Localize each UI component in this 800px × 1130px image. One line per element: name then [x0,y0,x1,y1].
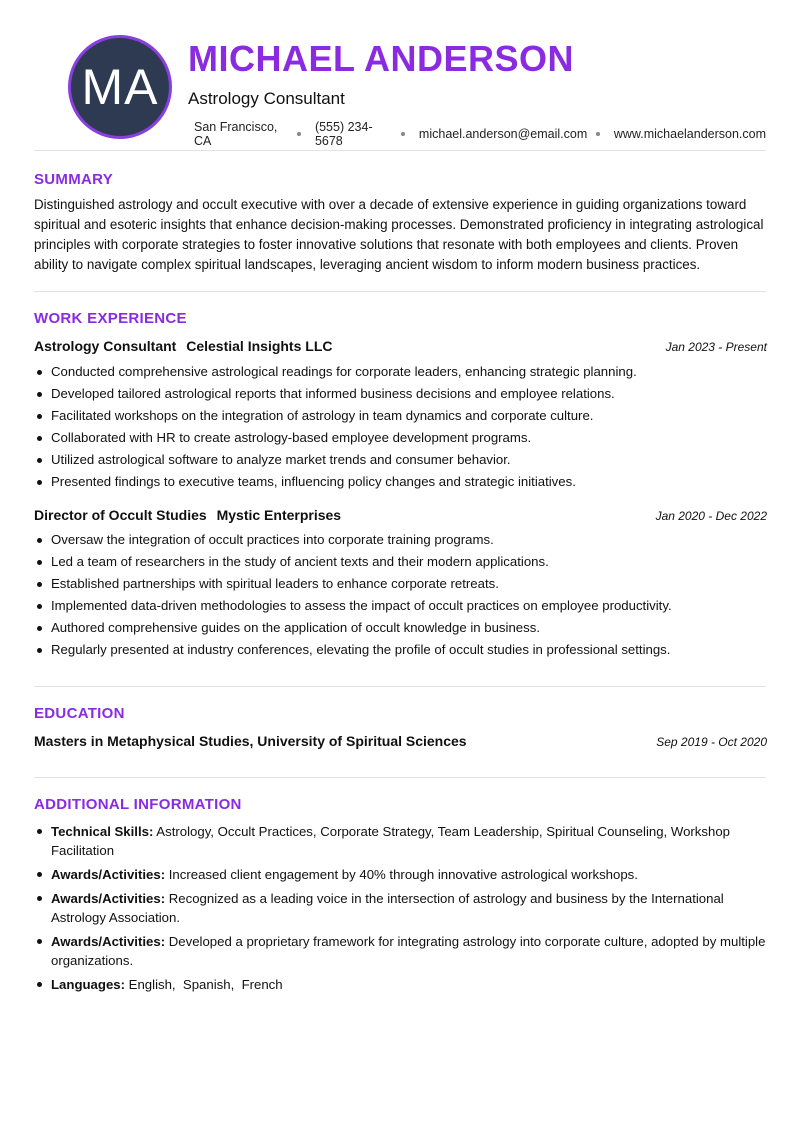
contact-line [194,120,766,148]
education-dates: Sep 2019 - Oct 2020 [656,735,767,749]
job-header [34,338,767,354]
list-item: Presented findings to executive teams, influencing policy changes and strategic initiatives. [34,472,774,494]
job-bullets [34,362,774,494]
list-item: Collaborated with HR to create astrology-based employee development programs. [34,428,774,450]
separator-dot-icon [297,132,301,136]
education-entry [34,733,767,749]
resume-header [34,0,766,150]
list-item: Oversaw the integration of occult practices into corporate training programs. [34,530,774,552]
avatar [68,35,172,139]
job-dates: Jan 2020 - Dec 2022 [655,509,767,523]
item-text: Astrology, Occult Practices, Corporate Strategy, Team Leadership, Spiritual Counseling, Workshop Facilitation [51,824,730,858]
contact-phone: (555) 234-5678 [314,120,373,148]
list-item: Led a team of researchers in the study of ancient texts and their modern applications. [34,552,774,574]
job-header [34,507,767,523]
separator-dot-icon [401,132,405,136]
job-company: Celestial Insights LLC [186,338,333,354]
education-heading: EDUCATION [34,705,125,722]
item-label: Technical Skills: [51,824,154,839]
divider [34,150,766,151]
item-text: Increased client engagement by 40% through innovative astrological workshops. [165,867,638,882]
list-item [34,865,774,884]
summary-heading: SUMMARY [34,171,114,188]
list-item: Established partnerships with spiritual leaders to enhance corporate retreats. [34,574,774,596]
education-degree: Masters in Metaphysical Studies, University of Spiritual Sciences [34,733,467,749]
candidate-title: Astrology Consultant [188,89,345,108]
list-item: Authored comprehensive guides on the application of occult knowledge in business. [34,618,774,640]
list-item [34,932,774,970]
list-item: Utilized astrological software to analyze market trends and consumer behavior. [34,450,774,472]
job-role: Director of Occult Studies [34,507,207,523]
contact-email[interactable]: michael.anderson@email.com [418,127,588,141]
list-item: Implemented data-driven methodologies to assess the impact of occult practices on employee productivity. [34,596,774,618]
job-role: Astrology Consultant [34,338,177,354]
job-company: Mystic Enterprises [216,507,342,523]
separator-dot-icon [596,132,600,136]
item-text: Developed a proprietary framework for integrating astrology into corporate culture, adopted by multiple organizations. [51,934,766,968]
avatar-initials: MA [81,59,159,115]
item-label: Languages: [51,977,126,992]
item-label: Awards/Activities: [51,867,166,882]
contact-website[interactable]: www.michaelanderson.com [613,127,767,141]
summary-text: Distinguished astrology and occult executive with over a decade of extensive experience in guiding organizations toward spiritual and esoteric insights that enhance decision-making processes. Demonstrated proficiency in integrating astrological principles with corporate strategies to foster innovative solutions that resonate with both employees and clients. Proven ability to navigate complex spiritual landscapes, leveraging ancient wisdom to inform modern business practices. [34,197,764,272]
list-item: Conducted comprehensive astrological readings for corporate leaders, enhancing strategic planning. [34,362,774,384]
candidate-name: MICHAEL ANDERSON [188,38,575,79]
list-item: Regularly presented at industry conferences, elevating the profile of occult studies in professional settings. [34,640,774,662]
item-text: Recognized as a leading voice in the intersection of astrology and business by the International Astrology Association. [51,891,724,925]
divider [34,777,766,778]
additional-heading: ADDITIONAL INFORMATION [34,796,242,813]
job-bullets [34,530,774,662]
divider [34,291,766,292]
list-item: Facilitated workshops on the integration of astrology in team dynamics and corporate culture. [34,406,774,428]
divider [34,686,766,687]
list-item [34,889,774,927]
job-dates: Jan 2023 - Present [665,340,767,354]
list-item: Developed tailored astrological reports that informed business decisions and employee relations. [34,384,774,406]
additional-list [34,822,774,999]
item-text: English, Spanish, French [125,977,283,992]
item-label: Awards/Activities: [51,891,166,906]
list-item [34,822,774,860]
list-item [34,975,774,994]
item-label: Awards/Activities: [51,934,166,949]
experience-heading: WORK EXPERIENCE [34,310,187,327]
contact-location: San Francisco, CA [194,120,278,148]
